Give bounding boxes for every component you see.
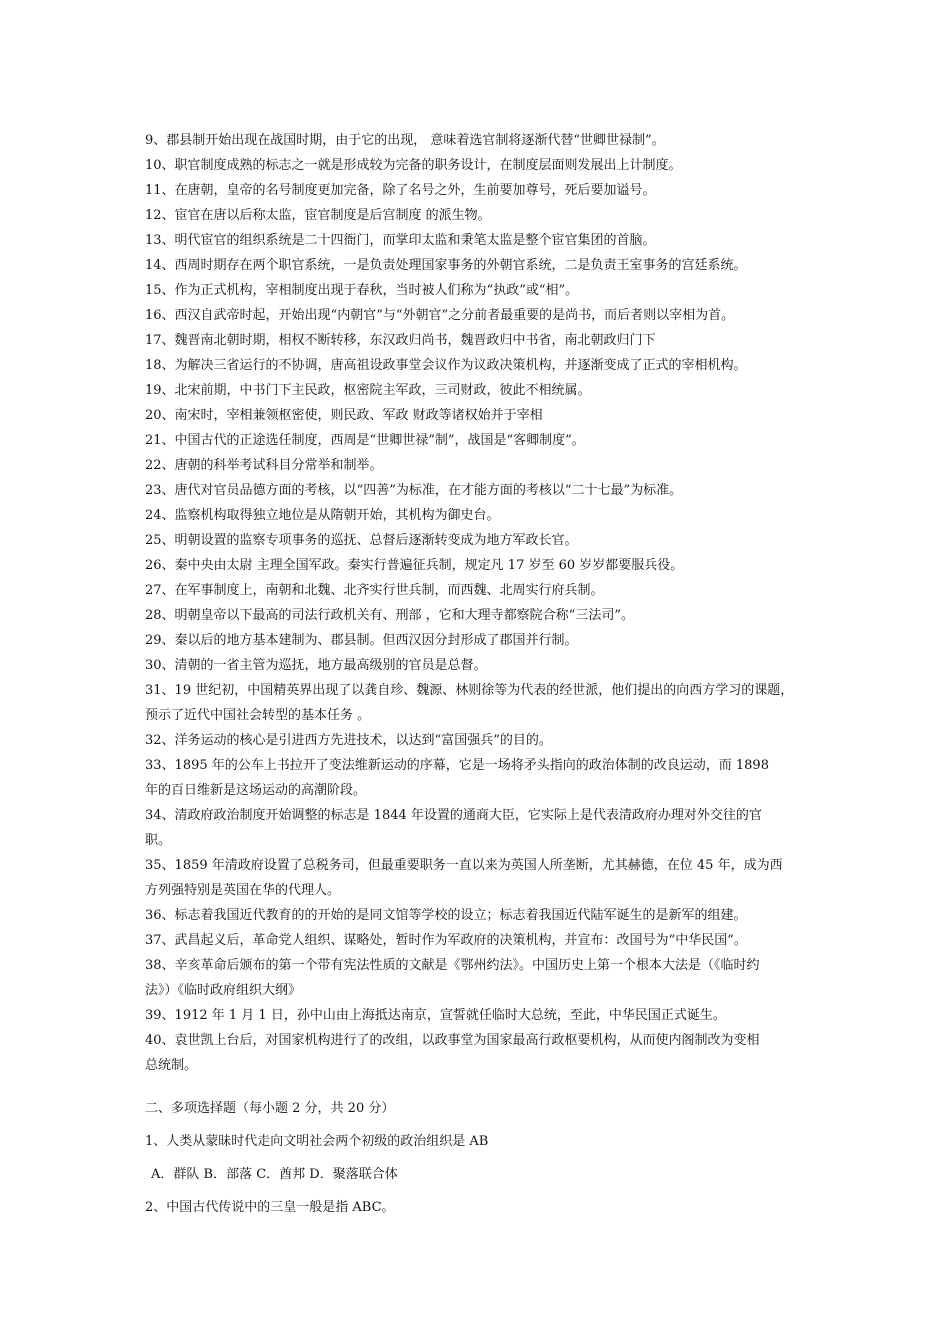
question-1: 1、人类从蒙昧时代走向文明社会两个初级的政治组织是 AB [145,1134,489,1149]
text-line: 23、唐代对官员品德方面的考核，以“四善”为标准，在才能方面的考核以“二十七最”为标准。 [145,483,683,498]
text-line: 33、1895 年的公车上书拉开了变法维新运动的序幕，它是一场将矛头指向的政治体制的改良运动，而 1898 [145,758,769,773]
line-gap [145,1154,825,1162]
line-gap [145,1187,825,1195]
text-line: 30、清朝的一省主管为巡抚，地方最高级别的官员是总督。 [145,658,487,673]
text-line: 11、在唐朝，皇帝的名号制度更加完备，除了名号之外，生前要加尊号，死后要加谥号。 [145,183,656,198]
text-line: 36、标志着我国近代教育的的开始的是同文馆等学校的设立；标志着我国近代陆军诞生的是新军的组建。 [145,908,747,923]
section-gap [145,1078,825,1096]
question-2: 2、中国古代传说中的三皇一般是指 ABC。 [145,1200,395,1215]
text-line: 31、19 世纪初，中国精英界出现了以龚自珍、魏源、林则徐等为代表的经世派，他们提出的向西方学习的课题， [145,683,794,698]
text-line: 19、北宋前期，中书门下主民政，枢密院主军政，三司财政，彼此不相统属。 [145,383,591,398]
text-line: 24、监察机构取得独立地位是从隋朝开始，其机构为御史台。 [145,508,500,523]
text-line: 年的百日维新是这场运动的高潮阶段。 [145,783,367,798]
text-line: 总统制。 [145,1058,198,1073]
text-line: 25、明朝设置的监察专项事务的巡抚、总督后逐渐转变成为地方军政长官。 [145,533,578,548]
text-line: 10、职官制度成熟的标志之一就是形成较为完备的职务设计，在制度层面则发展出上计制度。 [145,158,682,173]
text-line: 预示了近代中国社会转型的基本任务 。 [145,708,371,723]
text-line: 18、为解决三省运行的不协调，唐高祖设政事堂会议作为议政决策机构，并逐渐变成了正式的宰相机构。 [145,358,747,373]
text-line: 29、秦以后的地方基本建制为、郡县制。但西汉因分封形成了郡国并行制。 [145,633,578,648]
text-line: 15、作为正式机构，宰相制度出现于春秋，当时被人们称为“执政”或“相”。 [145,283,579,298]
text-line: 39、1912 年 1 月 1 日，孙中山由上海抵达南京，宣誓就任临时大总统，至此，中华民国正式诞生。 [145,1008,726,1023]
question-1-options: A．群队 B．部落 C．酋邦 D．聚落联合体 [151,1167,398,1182]
text-line: 21、中国古代的正途选任制度，西周是“世卿世禄”制”，战国是“客卿制度”。 [145,433,585,448]
text-line: 37、武昌起义后，革命党人组织、谋略处，暂时作为军政府的决策机构，并宣布：改国号为“中华民国”。 [145,933,747,948]
text-line: 职。 [145,833,172,848]
text-line: 22、唐朝的科举考试科目分常举和制举。 [145,458,383,473]
line-gap [145,1121,825,1129]
text-line: 法》）《临时政府组织大纲》 [145,983,302,998]
text-line: 32、洋务运动的核心是引进西方先进技术，以达到“富国强兵”的目的。 [145,733,552,748]
text-line: 14、西周时期存在两个职官系统，一是负责处理国家事务的外朝官系统，二是负责王室事务的宫廷系统。 [145,258,747,273]
text-line: 13、明代宦官的组织系统是二十四衙门，而掌印太监和秉笔太监是整个宦官集团的首脑。 [145,233,656,248]
text-line: 20、南宋时，宰相兼领枢密使，则民政、军政 财政等诸权始并于宰相 [145,408,543,423]
text-line: 9、郡县制开始出现在战国时期，由于它的出现， 意味着选官制将逐渐代替“世卿世禄制”。 [145,133,665,148]
text-line: 17、魏晋南北朝时期，相权不断转移，东汉政归尚书，魏晋政归中书省，南北朝政归门下 [145,333,656,348]
document-body [145,128,825,1220]
section-heading: 二、多项选择题（每小题 2 分，共 20 分） [145,1101,395,1116]
text-line: 方列强特别是英国在华的代理人。 [145,883,341,898]
text-line: 40、袁世凯上台后，对国家机构进行了的改组，以政事堂为国家最高行政枢要机构，从而使内阁制改为变相 [145,1033,760,1048]
text-line: 38、辛亥革命后颁布的第一个带有宪法性质的文献是《鄂州约法》。中国历史上第一个根本大法是（《临时约 [145,958,760,973]
text-line: 12、宦官在唐以后称太监，宦官制度是后宫制度 的派生物。 [145,208,491,223]
text-line: 16、西汉自武帝时起，开始出现“内朝官”与“外朝官”之分前者最重要的是尚书，而后者则以宰相为首。 [145,308,735,323]
text-line: 26、秦中央由太尉 主理全国军政。秦实行普遍征兵制，规定凡 17 岁至 60 岁岁都要服兵役。 [145,558,684,573]
text-line: 27、在军事制度上，南朝和北魏、北齐实行世兵制，而西魏、北周实行府兵制。 [145,583,604,598]
text-line: 34、清政府政治制度开始调整的标志是 1844 年设置的通商大臣，它实际上是代表清政府办理对外交往的官 [145,808,762,823]
text-line: 35、1859 年清政府设置了总税务司，但最重要职务一直以来为英国人所垄断，尤其赫德，在位 45 年，成为西 [145,858,783,873]
text-line: 28、明朝皇帝以下最高的司法行政机关有、刑部 ，它和大理寺都察院合称“三法司”。 [145,608,634,623]
